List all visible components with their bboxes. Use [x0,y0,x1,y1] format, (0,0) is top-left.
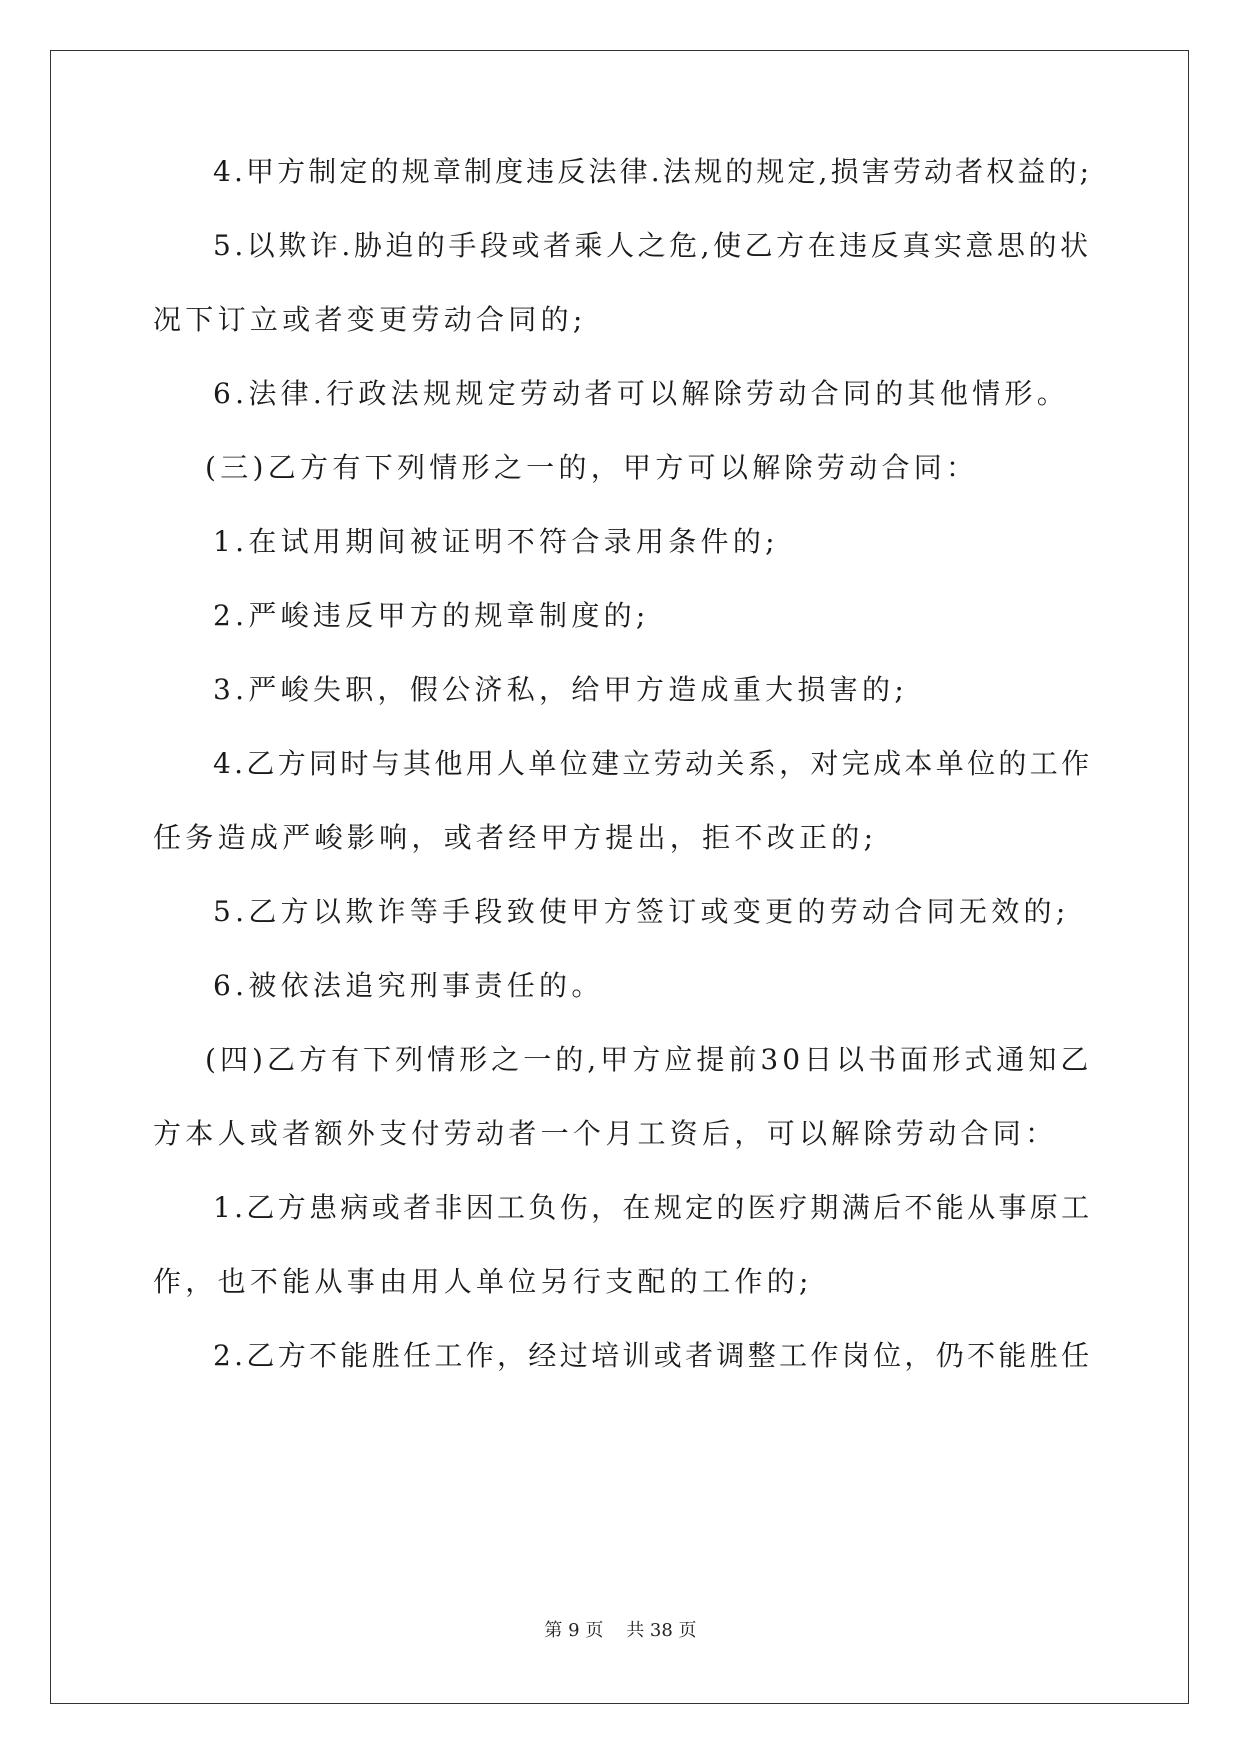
text-line: 1.在试用期间被证明不符合录用条件的; [213,525,779,558]
text-line: 3.严峻失职，假公济私，给甲方造成重大损害的; [213,673,909,706]
text-line: 2.乙方不能胜任工作，经过培训或者调整工作岗位，仍不能胜任 [213,1339,1093,1372]
text-line: 作，也不能从事由用人单位另行支配的工作的; [153,1265,813,1298]
text-line: 4.乙方同时与其他用人单位建立劳动关系，对完成本单位的工作 [213,747,1093,780]
text-line: 4.甲方制定的规章制度违反法律.法规的规定,损害劳动者权益的; [213,155,1093,188]
text-line: 6.法律.行政法规规定劳动者可以解除劳动合同的其他情形。 [213,377,1070,410]
text-line: 1.乙方患病或者非因工负伤，在规定的医疗期满后不能从事原工 [213,1191,1093,1224]
text-line: 6.被依法追究刑事责任的。 [213,969,604,1002]
text-line: 5.乙方以欺诈等手段致使甲方签订或变更的劳动合同无效的; [213,895,1070,928]
page-number: 第 9 页 共 38 页 [544,1620,697,1641]
text-line: 方本人或者额外支付劳动者一个月工资后，可以解除劳动合同： [153,1117,1058,1150]
text-line: 况下订立或者变更劳动合同的; [153,303,587,336]
text-line: 任务造成严峻影响，或者经甲方提出，拒不改正的; [153,821,878,854]
text-line: 2.严峻违反甲方的规章制度的; [213,599,650,632]
page-footer [0,1622,1241,1640]
page-border [50,50,1189,1704]
text-line: (四)乙方有下列情形之一的,甲方应提前30日以书面形式通知乙 [205,1043,1093,1076]
text-line: 5.以欺诈.胁迫的手段或者乘人之危,使乙方在违反真实意思的状 [213,229,1092,262]
text-line: (三)乙方有下列情形之一的，甲方可以解除劳动合同： [205,451,979,484]
